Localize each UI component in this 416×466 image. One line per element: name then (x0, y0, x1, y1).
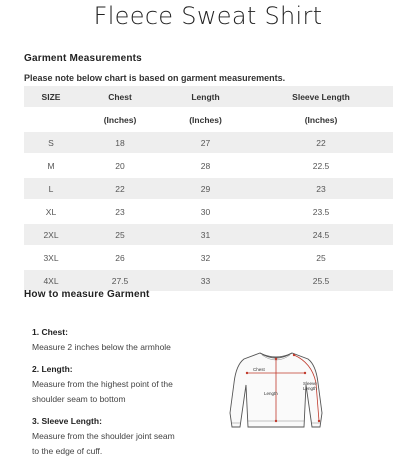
page-title: Fleece Sweat Shirt (93, 2, 323, 30)
step-text: shoulder seam to bottom (32, 394, 126, 404)
table-header-row (24, 86, 393, 108)
unit-cell (24, 108, 78, 131)
step-title: 2. Length: (32, 364, 73, 374)
column-header: Length (162, 86, 249, 108)
size-cell: S (24, 131, 78, 154)
chest-cell: 26 (78, 246, 162, 269)
sleeve-cell: 23 (249, 177, 393, 200)
chest-cell: 23 (78, 200, 162, 223)
length-cell: 30 (162, 200, 249, 223)
size-cell: XL (24, 200, 78, 223)
size-cell: 2XL (24, 223, 78, 246)
chest-cell: 27.5 (78, 269, 162, 292)
sweatshirt-diagram (216, 343, 336, 439)
unit-cell: (Inches) (249, 108, 393, 131)
step-title: 3. Sleeve Length: (32, 416, 102, 426)
column-header: SIZE (24, 86, 78, 108)
length-label: Length (264, 391, 278, 396)
measurements-note: Please note below chart is based on garment measurements. (24, 73, 286, 83)
length-cell: 28 (162, 154, 249, 177)
table-units-row (24, 108, 393, 131)
size-cell: L (24, 177, 78, 200)
length-cell: 29 (162, 177, 249, 200)
chest-cell: 25 (78, 223, 162, 246)
table-row (24, 246, 393, 269)
sleeve-cell: 25.5 (249, 269, 393, 292)
step-text: to the edge of cuff. (32, 446, 103, 456)
table-row (24, 200, 393, 223)
sleeve-cell: 22.5 (249, 154, 393, 177)
step-text: Measure from the highest point of the (32, 379, 173, 389)
unit-cell: (Inches) (162, 108, 249, 131)
sleeve-label: Sleeve (303, 381, 317, 386)
table-row (24, 223, 393, 246)
length-cell: 31 (162, 223, 249, 246)
chest-cell: 18 (78, 131, 162, 154)
size-chart-table (24, 86, 393, 293)
column-header: Sleeve Length (249, 86, 393, 108)
table-row (24, 177, 393, 200)
column-header: Chest (78, 86, 162, 108)
chest-label: Chest (253, 367, 265, 372)
size-cell: 3XL (24, 246, 78, 269)
step-text: Measure from the shoulder joint seam (32, 431, 175, 441)
table-row (24, 154, 393, 177)
chest-cell: 22 (78, 177, 162, 200)
measurements-heading: Garment Measurements (24, 53, 142, 64)
table-row (24, 131, 393, 154)
sleeve-cell: 22 (249, 131, 393, 154)
measure-steps (32, 325, 175, 459)
sleeve-label-2: Length (303, 386, 317, 391)
step-title: 1. Chest: (32, 327, 68, 337)
length-cell: 33 (162, 269, 249, 292)
step-text: Measure 2 inches below the armhole (32, 342, 171, 352)
chest-cell: 20 (78, 154, 162, 177)
unit-cell: (Inches) (78, 108, 162, 131)
length-cell: 27 (162, 131, 249, 154)
sleeve-cell: 24.5 (249, 223, 393, 246)
size-cell: M (24, 154, 78, 177)
sleeve-cell: 23.5 (249, 200, 393, 223)
length-cell: 32 (162, 246, 249, 269)
size-cell: 4XL (24, 269, 78, 292)
sleeve-cell: 25 (249, 246, 393, 269)
how-to-heading: How to measure Garment (24, 289, 150, 300)
